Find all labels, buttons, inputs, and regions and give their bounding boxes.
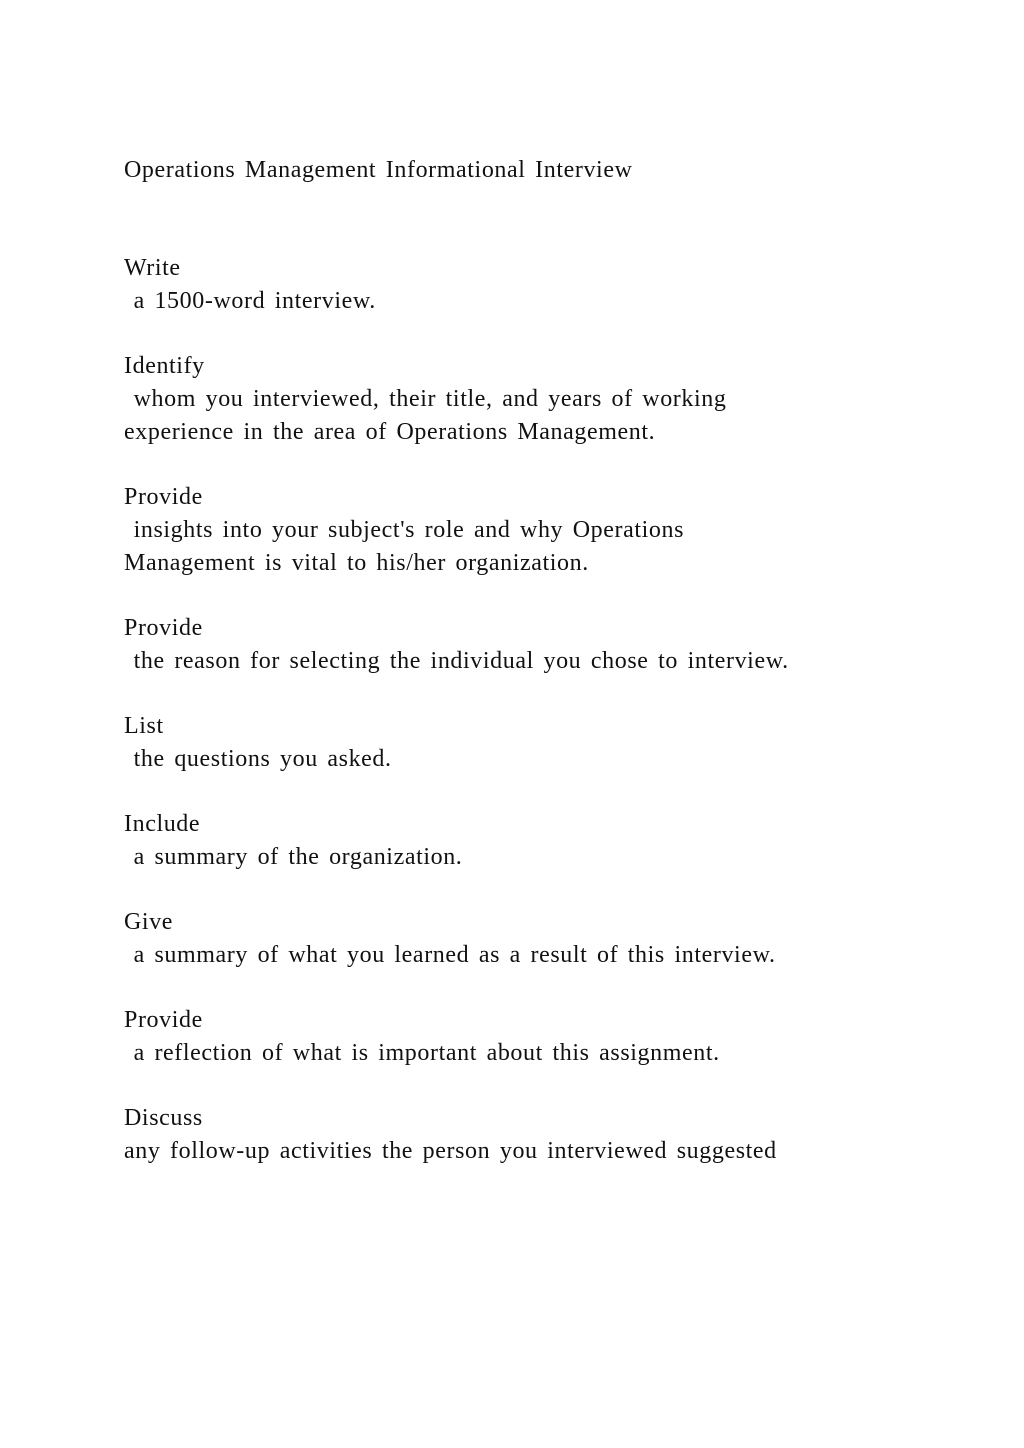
section-heading: List	[124, 713, 164, 739]
section-text: a summary of what you learned as a result of this interview.	[124, 942, 776, 968]
section-heading: Give	[124, 909, 174, 935]
section-heading: Include	[124, 811, 201, 837]
section-heading: Provide	[124, 484, 203, 510]
section-text: Management is vital to his/her organization.	[124, 550, 589, 576]
section-text: the questions you asked.	[124, 746, 392, 772]
section-text: a 1500-word interview.	[124, 288, 376, 314]
section-heading: Provide	[124, 1007, 203, 1033]
section-text: experience in the area of Operations Management.	[124, 419, 656, 445]
section-heading: Provide	[124, 615, 203, 641]
section-text: insights into your subject's role and why Operations	[124, 517, 685, 543]
section-text: the reason for selecting the individual you chose to interview.	[124, 648, 789, 674]
section-text: a reflection of what is important about this assignment.	[124, 1040, 720, 1066]
section-text: any follow-up activities the person you interviewed suggested	[124, 1138, 777, 1164]
section-heading: Write	[124, 255, 181, 281]
section-heading: Discuss	[124, 1105, 203, 1131]
document-title: Operations Management Informational Interview	[124, 157, 633, 183]
section-heading: Identify	[124, 353, 205, 379]
section-text: a summary of the organization.	[124, 844, 463, 870]
section-text: whom you interviewed, their title, and years of working	[124, 386, 727, 412]
